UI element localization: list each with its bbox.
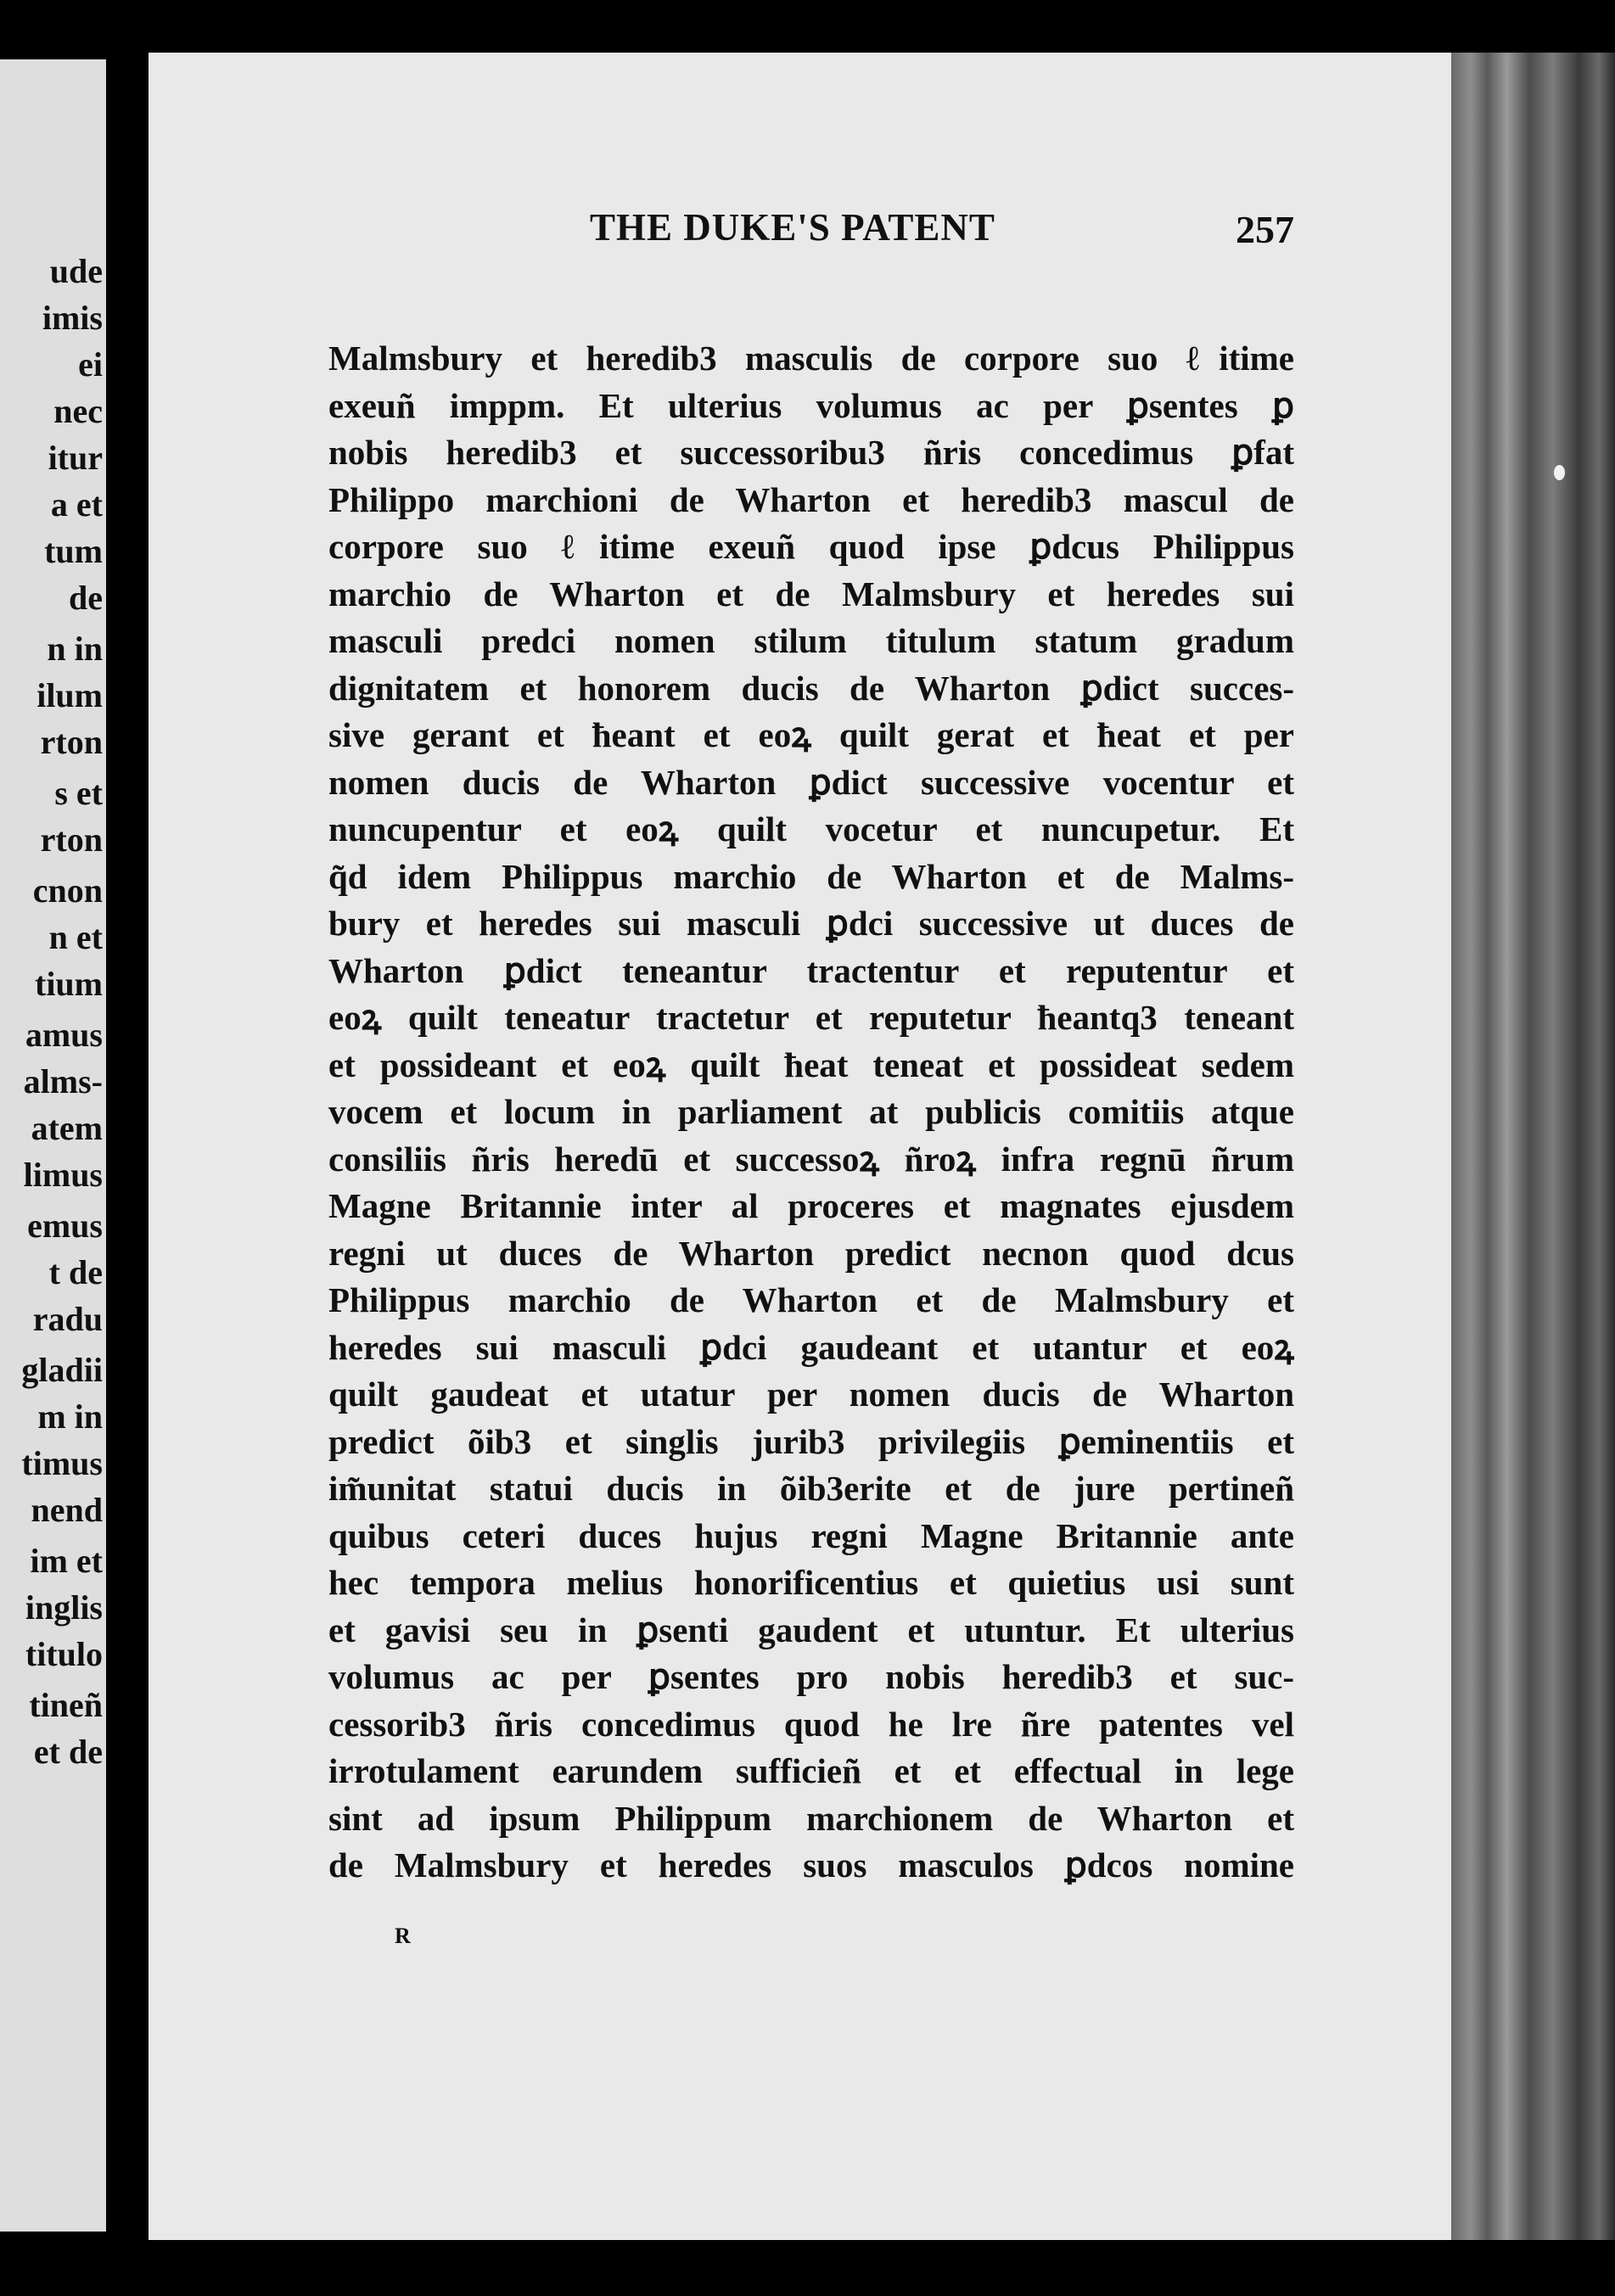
page-number: 257 (1236, 208, 1294, 251)
text-line: im̃unitat statui ducis in õib3erite et de jure pertineñ (328, 1469, 1294, 1508)
left-page-fragment: et de (33, 1733, 103, 1771)
left-page-fragment: n et (48, 918, 103, 956)
book-gutter (106, 51, 149, 2296)
text-line: Philippus marchio de Wharton et de Malmsbury et (328, 1280, 1294, 1319)
text-line: eoꝝ quilt teneatur tractetur et reputetur ħeantq3 teneant (328, 998, 1294, 1037)
left-page-fragment: limus (23, 1156, 103, 1194)
signature-mark: R (395, 1924, 411, 1948)
left-page-fragment: rton (40, 820, 103, 859)
text-line: et gavisi seu in ꝑsenti gaudent et utuntur. Et ulterius (328, 1610, 1294, 1649)
text-line: dignitatem et honorem ducis de Wharton ꝑdict succes- (328, 668, 1294, 708)
text-line: cessorib3 ñris concedimus quod he lre ñre patentes vel (328, 1704, 1294, 1744)
text-line: vocem et locum in parliament at publicis comitiis atque (328, 1092, 1294, 1131)
left-page-fragment: titulo (25, 1635, 103, 1673)
scan-bottom-border (0, 2240, 1615, 2296)
text-line: Philippo marchioni de Wharton et heredib3 mascul de (328, 479, 1294, 519)
scan-speck (1554, 465, 1565, 480)
scan-top-border (0, 0, 1615, 53)
text-line: bury et heredes sui masculi ꝑdci successive ut duces de (328, 904, 1294, 943)
left-page-fragment: timus (21, 1444, 103, 1482)
left-page-fragment: m in (37, 1397, 103, 1436)
left-page-fragment: t de (48, 1253, 103, 1291)
text-line: hec tempora melius honorificentius et quietius usi sunt (328, 1563, 1294, 1602)
left-page-fragment: nend (31, 1491, 103, 1529)
left-page-fragment: rton (40, 723, 103, 761)
left-page-fragment: radu (32, 1300, 103, 1338)
text-line: quilt gaudeat et utatur per nomen ducis de Wharton (328, 1375, 1294, 1414)
left-page-fragment: itur (48, 439, 103, 477)
left-page-fragment: ei (78, 345, 103, 384)
text-line: sive gerant et ħeant et eoꝝ quilt gerat et ħeat et per (328, 715, 1294, 754)
text-line: predict õib3 et singlis jurib3 privilegiis ꝑeminentiis et (328, 1421, 1294, 1461)
left-page-fragment: tium (35, 965, 103, 1003)
main-page (149, 53, 1451, 2296)
left-page-fragment: a et (50, 485, 103, 524)
left-page-fragment: amus (25, 1016, 103, 1054)
text-line: q̃d idem Philippus marchio de Wharton et de Malms- (328, 856, 1294, 896)
text-line: regni ut duces de Wharton predict necnon quod dcus (328, 1233, 1294, 1273)
text-line: volumus ac per ꝑsentes pro nobis heredib3 et suc- (328, 1657, 1294, 1696)
text-line: de Malmsbury et heredes suos masculos ꝑdcos nomine (328, 1845, 1294, 1884)
left-page-fragment: gladii (21, 1351, 103, 1389)
left-page-fragment: tum (44, 532, 103, 570)
text-line: consiliis ñris heredū et successoꝝ ñroꝝ infra regnū ñrum (328, 1139, 1294, 1179)
left-page-fragment: alms- (23, 1062, 103, 1100)
left-page-fragment: atem (31, 1109, 103, 1147)
text-line: et possideant et eoꝝ quilt ħeat teneat et possideat sedem (328, 1044, 1294, 1084)
running-title: THE DUKE'S PATENT (590, 206, 995, 249)
left-page-fragment: n in (47, 630, 103, 668)
text-line: nuncupentur et eoꝝ quilt vocetur et nuncupetur. Et (328, 809, 1294, 848)
text-line: heredes sui masculi ꝑdci gaudeant et utantur et eoꝝ (328, 1327, 1294, 1367)
text-line: Wharton ꝑdict teneantur tractentur et reputentur et (328, 950, 1294, 990)
text-line: irrotulament earundem sufficieñ et et effectual in lege (328, 1751, 1294, 1790)
left-page-fragment: ude (49, 252, 103, 290)
page-edge-stack (1451, 53, 1615, 2296)
text-line: nomen ducis de Wharton ꝑdict successive vocentur et (328, 762, 1294, 802)
page-header (437, 205, 1294, 265)
left-page-fragment: inglis (25, 1588, 103, 1627)
text-line: Magne Britannie inter al proceres et magnates ejusdem (328, 1186, 1294, 1225)
text-line: exeuñ imppm. Et ulterius volumus ac per ꝑsentes ꝑ (328, 385, 1294, 425)
left-page-fragment: s et (54, 774, 103, 812)
text-line: nobis heredib3 et successoribu3 ñris concedimus ꝑfat (328, 433, 1294, 472)
text-line: quibus ceteri duces hujus regni Magne Britannie ante (328, 1515, 1294, 1555)
left-facing-page (0, 59, 106, 2232)
text-line: masculi predci nomen stilum titulum statum gradum (328, 621, 1294, 660)
left-page-fragment: im et (30, 1542, 103, 1580)
left-page-fragment: emus (27, 1207, 103, 1245)
left-page-fragment: cnon (32, 871, 103, 910)
text-line: sint ad ipsum Philippum marchionem de Wharton et (328, 1798, 1294, 1838)
text-line: Malmsbury et heredib3 masculis de corpore suo ℓitime (328, 339, 1294, 378)
body-text (328, 335, 1294, 1890)
text-line: corpore suo ℓitime exeuñ quod ipse ꝑdcus Philippus (328, 527, 1294, 566)
left-page-fragment: ilum (36, 676, 103, 714)
left-page-fragment: imis (42, 299, 103, 337)
left-page-fragment: nec (53, 392, 103, 430)
text-line: marchio de Wharton et de Malmsbury et heredes sui (328, 574, 1294, 613)
left-page-fragment: de (69, 579, 103, 617)
left-page-fragment: tineñ (29, 1686, 103, 1724)
